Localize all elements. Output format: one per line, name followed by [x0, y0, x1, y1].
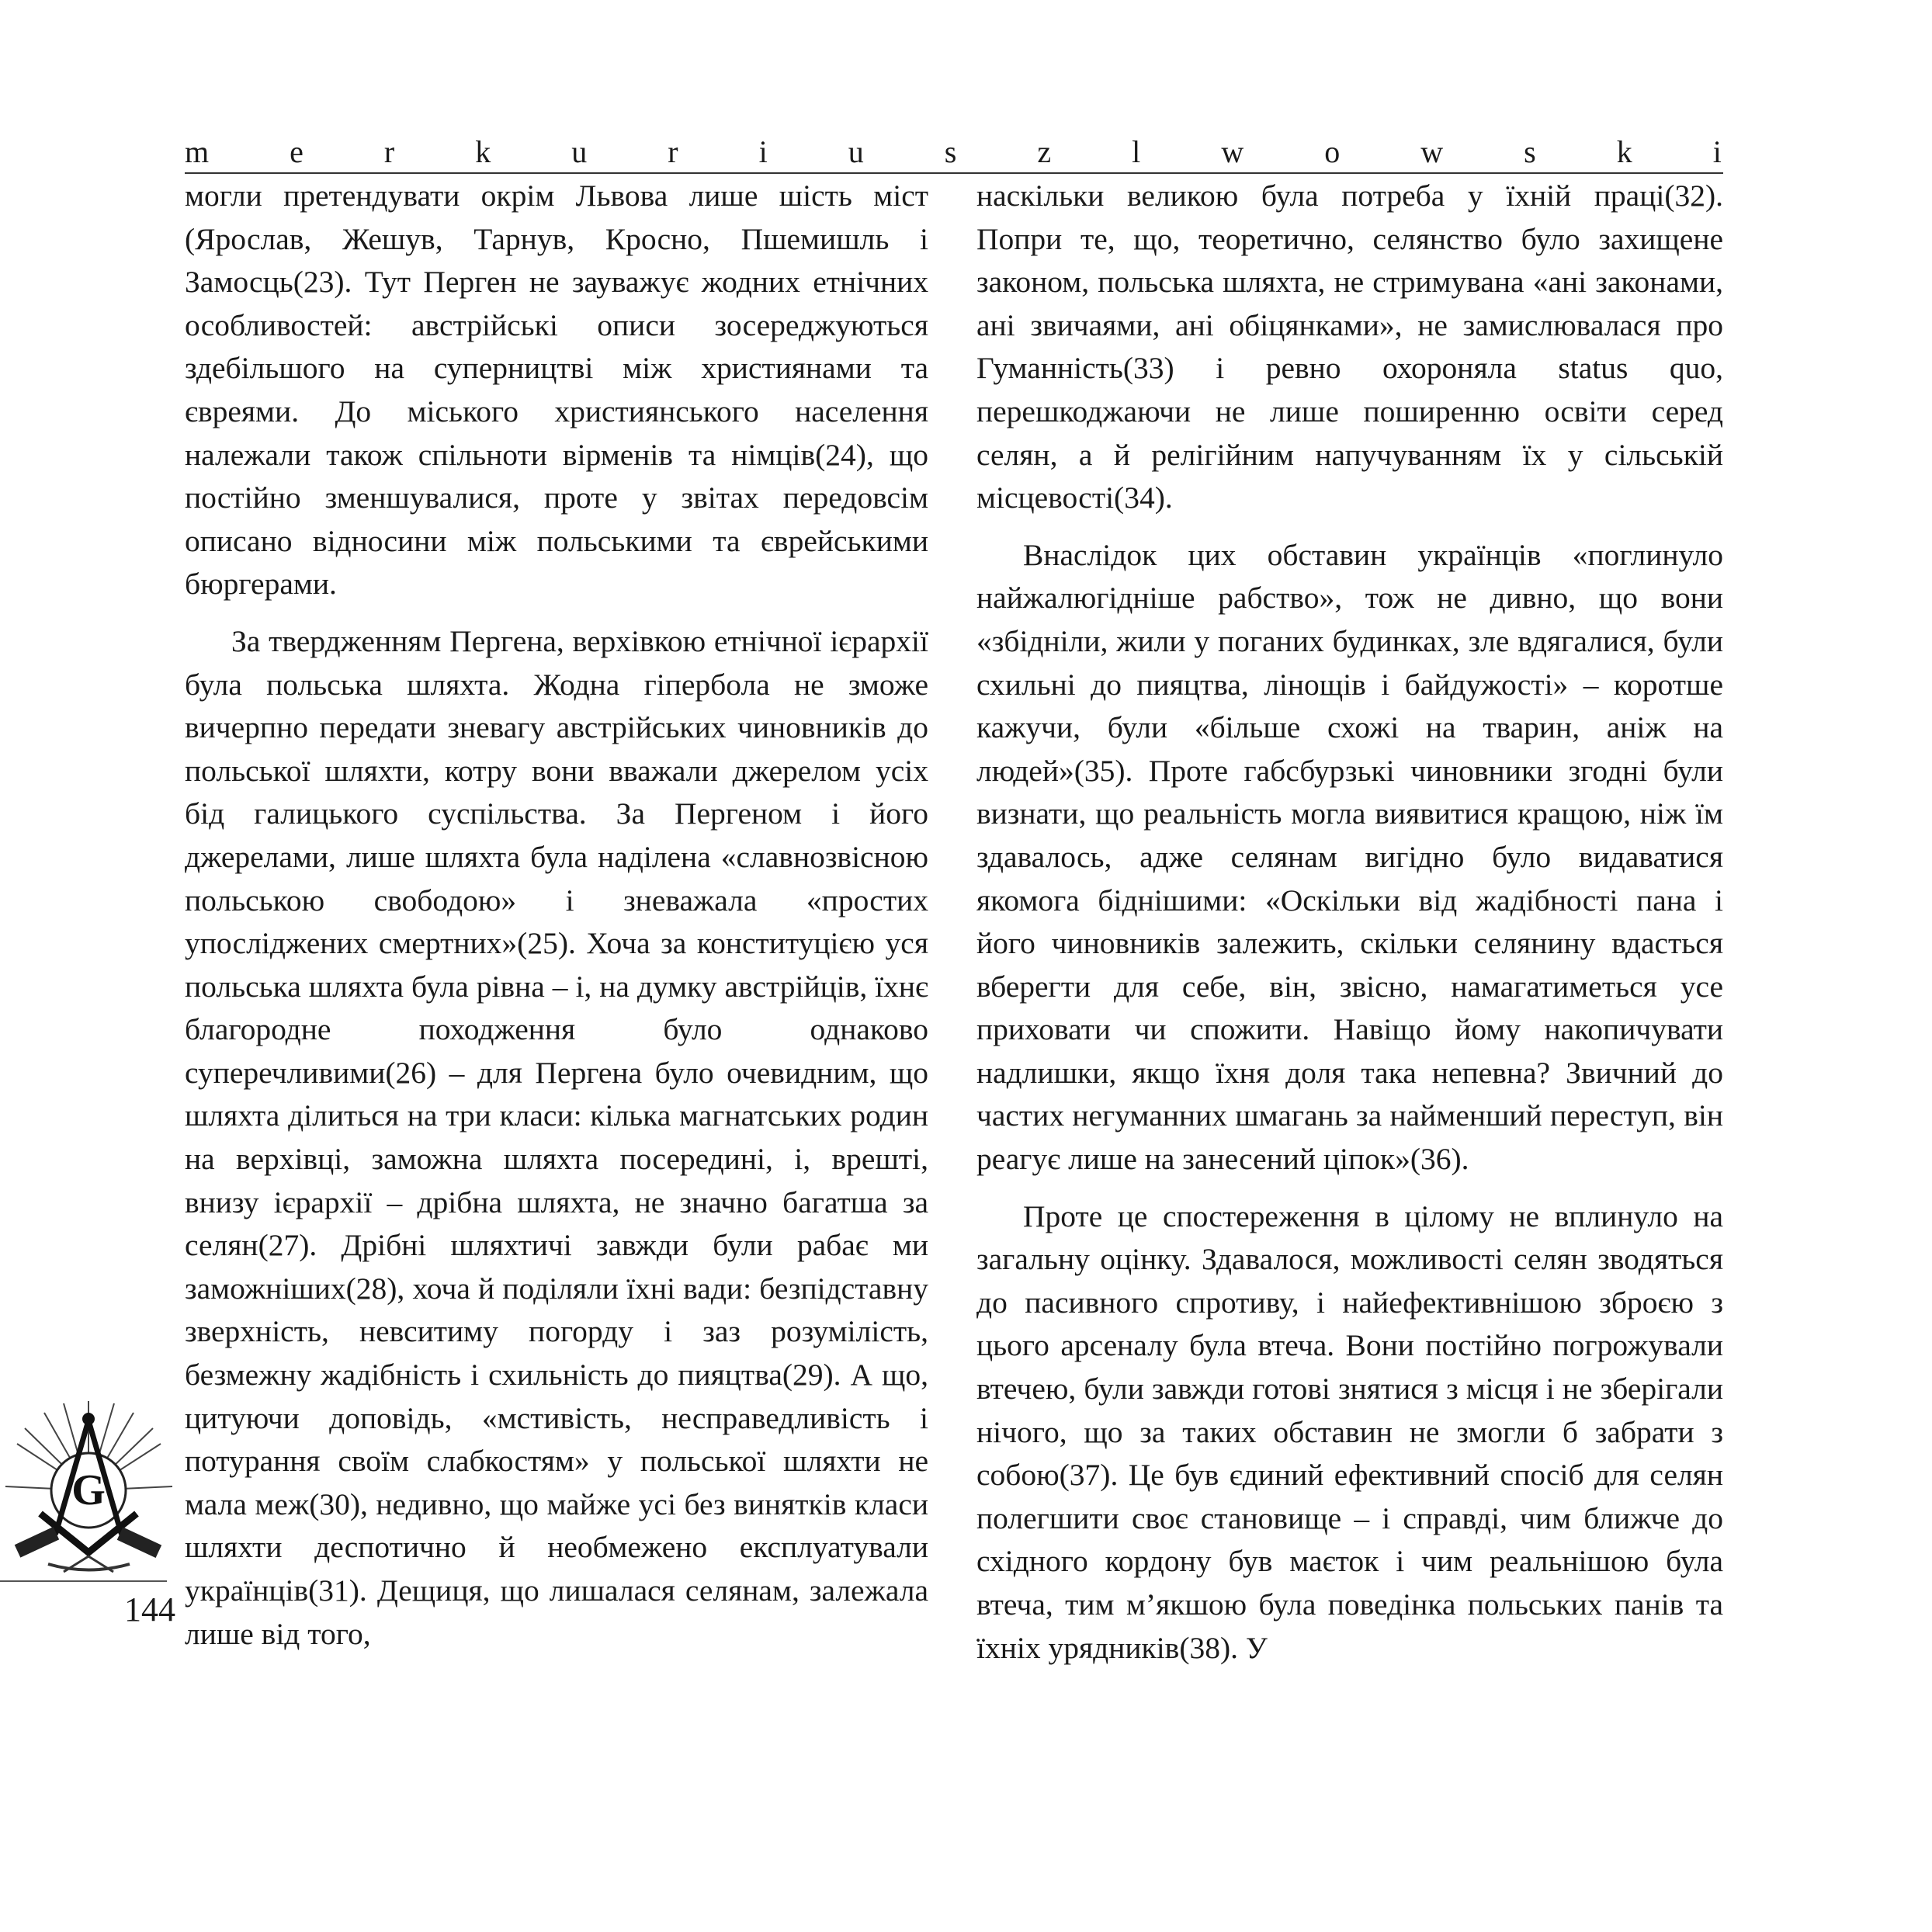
header-letter: s	[1524, 134, 1536, 169]
running-header	[185, 132, 1722, 171]
header-letter: e	[290, 134, 304, 169]
paragraph: За твердженням Пергена, верхівкою етнічної ієрархії була польська шляхта. Жодна гіпербола не зможе вичерпно передати зневагу австрійських чиновників до польської шляхти, котру вони вважали джерелом усіх бід галицького суспільства. За Пергеном і його джерелами, лише шляхта була наділена «славнозвісною польською свободою» і зневажала «простих упосліджених смертних»(25). Хоча за конституцією уся польська шляхта була рівна – і, на думку австрійців, їхнє благородне походження було однаково суперечливими(26) – для Пергена було очевидним, що шляхта ділиться на три класи: кілька магнатських родин на верхівці, заможна шляхта посередині, і, врешті, внизу ієрархії – дрібна шляхта, не значно багатша за селян(27). Дрібні шляхтичі завжди були рабає ми заможніших(28), хоча й поділяли їхні вади: безпідставну зверхність, невситиму погорду і заз розумілість, безмежну жадібність і схильність до пияцтва(29). А що, цитуючи доповідь, «мстивість, несправедливість і потурання своїм слабкостям» у польської шляхти не мала меж(30), недивно, що майже усі без винятків класи шляхти деспотично й необмежено експлуатували українців(31). Дещиця, що лишалася селянам, залежала лише від того,	[185, 623, 928, 1651]
header-letter: w	[1221, 134, 1244, 169]
header-letter: r	[383, 134, 395, 169]
paragraph: Проте це спостереження в цілому не вплинуло на загальну оцінку. Здавалося, можливості селян зводяться до пасивного спротиву, і найефективнішою зброєю з цього арсеналу була втеча. Вони постійно погрожували втечею, були завжди готові знятися з місця і не зберігали нічого, що за таких обставин не змогли б забрати з собою(37). Це був єдиний ефективний спосіб для селян полегшити своє становище – і справді, чим ближче до східного кордону був маєток і чим реальнішою була втеча, тим м’якшою була поведінка польських панів та їхніх урядників(38). У	[976, 1198, 1723, 1665]
header-letter: m	[185, 134, 210, 169]
header-letter: i	[1712, 134, 1722, 169]
paragraph: Внаслідок цих обставин українців «поглинуло найжалюгідніше рабство», тож не дивно, що вони «збідніли, жили у поганих будинках, зле вдягалися, були схильні до пияцтва, лінощів і байдужості» – коротше кажучи, були «більше схожі на тварин, аніж на людей»(35). Проте габсбурзькі чиновники згодні були визнати, що реальність могла виявитися кращою, ніж їм здавалось, адже селянам вигідно було видаватися якомога біднішими: «Оскільки від жадібності пана і його чиновників залежить, скільки селянину вдасться вберегти для себе, він, звісно, намагатиметься усе приховати чи спожити. Навіщо йому накопичувати надлишки, якщо їхня доля така непевна? Звичний до частих негуманних шмагань за найменший переступ, він реагує лише на занесений ціпок»(36).	[976, 537, 1723, 1177]
header-letter: o	[1324, 134, 1341, 169]
right-column	[976, 175, 1723, 1670]
header-letter: s	[944, 134, 957, 169]
masonic-emblem-icon	[2, 1397, 176, 1580]
paragraph: могли претендувати окрім Львова лише шість міст (Ярослав, Жешув, Тарнув, Кросно, Пшемишль і Замосць(23). Тут Перген не зауважує жодних етнічних особливостей: австрійські описи зосереджуються здебільшого на суперництві між християнами та євреями. До міського християнського населення належали також спільноти вірменів та німців(24), що постійно зменшувалися, проте у звітах передовсім описано відносини між польськими та єврейськими бюргерами.	[185, 179, 928, 602]
page-number: 144	[124, 1590, 175, 1628]
header-letter: i	[758, 134, 768, 169]
header-letter: k	[1616, 134, 1632, 169]
header-letter: u	[571, 134, 588, 169]
header-letter: w	[1420, 134, 1444, 169]
header-letter: r	[668, 134, 678, 169]
header-letter: k	[475, 134, 491, 169]
svg-text:G: G	[71, 1466, 106, 1514]
left-column	[185, 175, 928, 1656]
header-letter: z	[1037, 134, 1052, 169]
header-letter: l	[1132, 134, 1141, 169]
paragraph: наскільки великою була потреба у їхній праці(32). Попри те, що, теоретично, селянство було захищене законом, польська шляхта, не стримувана «ані законами, ані звичаями, ані обіцянками», не замислювалася про Гуманність(33) і ревно охороняла status quo, перешкоджаючи не лише поширенню освіти серед селян, а й релігійним напучуванням їх у сільській місцевості(34).	[976, 179, 1723, 515]
header-letter: u	[848, 134, 864, 169]
header-rule	[185, 172, 1723, 174]
footer-rule	[0, 1580, 167, 1582]
